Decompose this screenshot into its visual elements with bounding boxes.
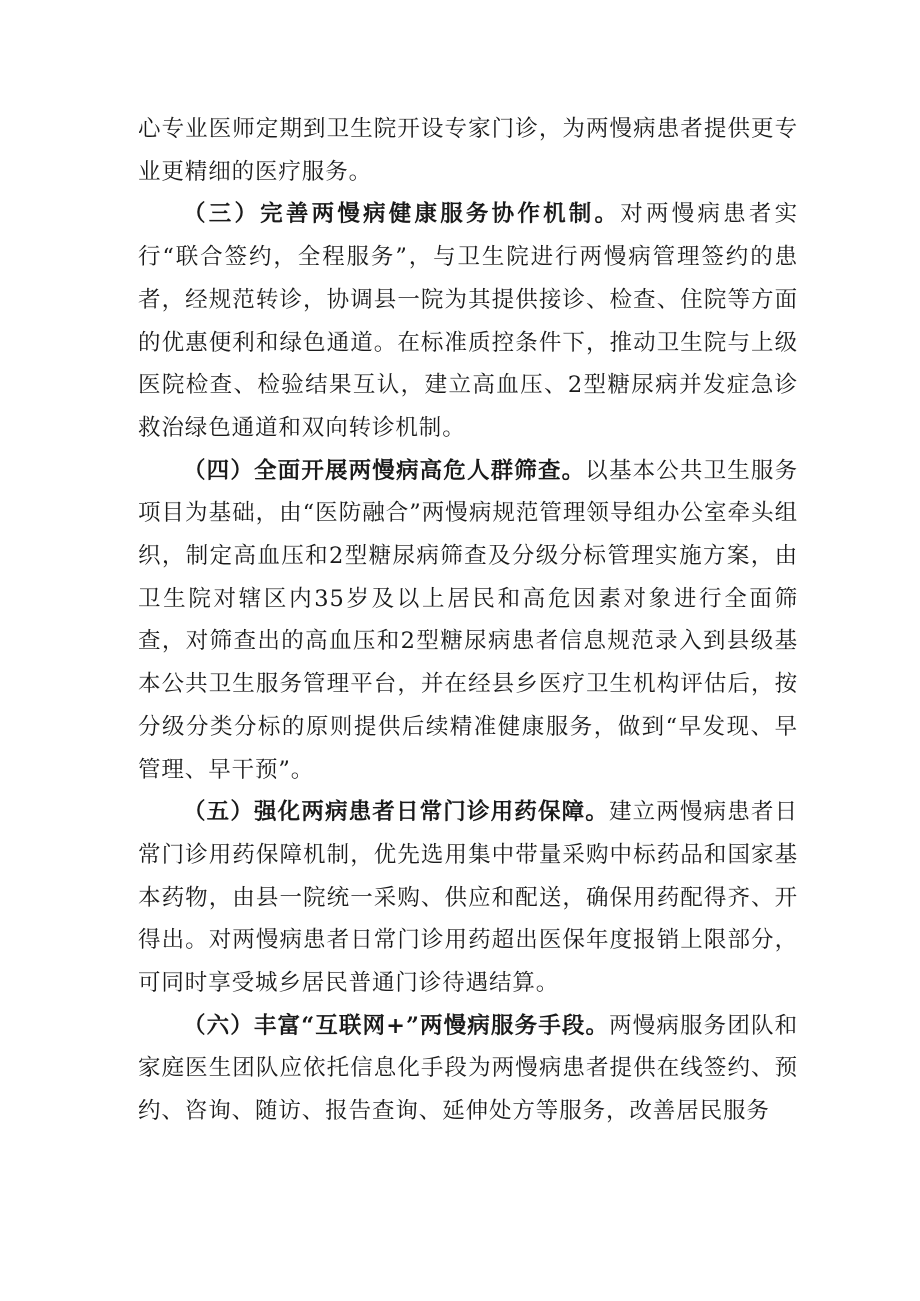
paragraph-continuation — [138, 108, 798, 193]
section-heading: （四）全面开展两慢病高危人群筛查。 — [183, 457, 586, 484]
section-heading: （六）丰富“互联网+”两慢病服务手段。 — [183, 1012, 610, 1039]
paragraph-text: 以基本公共卫生服务项目为基础，由“医防融合”两慢病规范管理领导组办公室牵头组织，制定高血压和2型糖尿病筛查及分级分标管理实施方案，由卫生院对辖区内35岁及以上居民和高危因素对象进行全面筛查，对筛查出的高血压和2型糖尿病患者信息规范录入到县级基本公共卫生服务管理平台，并在经县乡医疗卫生机构评估后，按分级分类分标的原则提供后续精准健康服务，做到“早发现、早管理、早干预”。 — [138, 457, 798, 783]
paragraph-text: 对两慢病患者实行“联合签约，全程服务”，与卫生院进行两慢病管理签约的患者，经规范转诊，协调县一院为其提供接诊、检查、住院等方面的优惠便利和绿色通道。在标准质控条件下，推动卫生院与上级医院检查、检验结果互认，建立高血压、2型糖尿病并发症急诊救治绿色通道和双向转诊机制。 — [138, 201, 798, 441]
paragraph-section-3 — [138, 193, 798, 449]
paragraph-section-4 — [138, 450, 798, 792]
section-heading: （五）强化两病患者日常门诊用药保障。 — [183, 799, 609, 826]
paragraph-text: 建立两慢病患者日常门诊用药保障机制，优先选用集中带量采购中标药品和国家基本药物，由县一院统一采购、供应和配送，确保用药配得齐、开得出。对两慢病患者日常门诊用药超出医保年度报销上限部分，可同时享受城乡居民普通门诊待遇结算。 — [138, 799, 798, 997]
paragraph-section-5 — [138, 791, 798, 1005]
section-heading: （三）完善两慢病健康服务协作机制。 — [183, 201, 621, 228]
document-body — [138, 108, 798, 1133]
paragraph-text: 两慢病服务团队和家庭医生团队应依托信息化手段为两慢病患者提供在线签约、预约、咨询、随访、报告查询、延伸处方等服务，改善居民服务 — [138, 1012, 798, 1125]
paragraph-section-6 — [138, 1005, 798, 1133]
paragraph-text: 心专业医师定期到卫生院开设专家门诊，为两慢病患者提供更专业更精细的医疗服务。 — [138, 116, 798, 185]
